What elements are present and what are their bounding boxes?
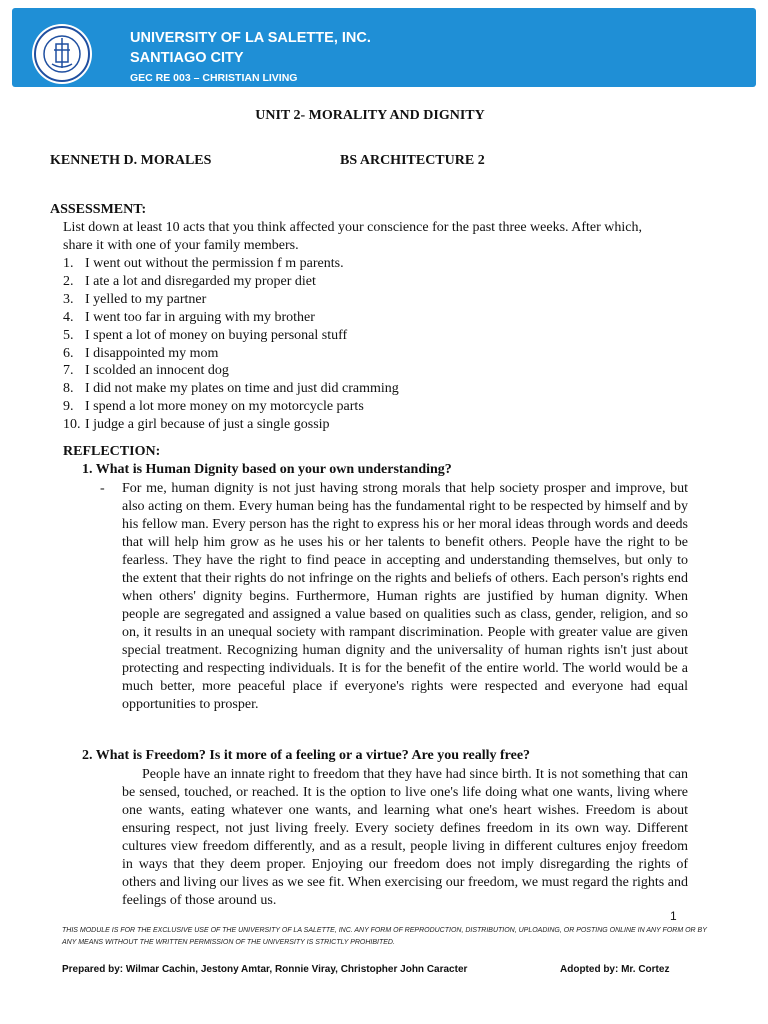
list-item: 2. I ate a lot and disregarded my proper diet [63,273,316,289]
assessment-heading: ASSESSMENT: [50,202,147,217]
list-item: 7. I scolded an innocent dog [63,363,229,379]
page-number: 1 [670,909,677,923]
list-item: 5. I spent a lot of money on buying personal stuff [63,327,348,343]
student-program: BS ARCHITECTURE 2 [340,153,485,168]
header-bar [12,8,756,87]
question-2: 2. What is Freedom? Is it more of a feeling or a virtue? Are you really free? [82,748,531,763]
answer-2: People have an innate right to freedom that they have had since birth. It is not something that can be sensed, touched, or reached. It is the option to live one's life doing what one wants, living where one wants, eating whatever one wants, and learning what one's heart wishes. Freedom is about ensuring respect, not just living freely. Every society defines freedom in its own way. Different cultures view freedom differently, and as a result, people living in different cultures enjoy freedom in ways that they deem proper. Enjoying our freedom does not imply disregarding the rights of others and living our lives as we see fit. When exercising our freedom, we must regard the rights and feelings of those around us. [122,767,688,908]
list-item: 3. I yelled to my partner [63,291,207,307]
answer-1: For me, human dignity is not just having strong morals that help society prosper and improve, but also acting on them. Every human being has the fundamental right to be respected by himself and by his fellow man. Every person has the right to express his or her moral ideas through words and deeds that will help him grow as he uses his or her talents to benefit others. People have the right to be fearless. They have the right to find peace in accepting and understanding themselves, but only to the extent that their rights do not infringe on the rights and beliefs of others. Each person's rights end when others' dignity begins. Furthermore, Human rights are justified by human dignity. When people are segregated and assigned a value based on qualities such as class, gender, religion, and so on, it results in an unequal society with rampant discrimination. People with greater value are given special treatment. Recognizing human dignity and the universality of human rights isn't just about protecting and respecting individuals. It is for the benefit of the entire world. The world would be a much better, more peaceful place if everyone's rights were respected and everyone had equal opportunities to prosper. [122,481,688,712]
university-seal-icon [30,22,94,86]
reflection-heading: REFLECTION: [63,444,161,459]
list-item: 8. I did not make my plates on time and just did cramming [63,381,399,397]
answer-bullet: - [100,481,105,496]
university-name: UNIVERSITY OF LA SALETTE, INC. [130,30,371,46]
prepared-by: Prepared by: Wilmar Cachin, Jestony Amtar, Ronnie Viray, Christopher John Caracter [62,964,468,975]
university-city: SANTIAGO CITY [130,50,244,66]
student-name: KENNETH D. MORALES [50,153,212,168]
course-title: GEC RE 003 – CHRISTIAN LIVING [130,72,298,84]
assessment-instruction: List down at least 10 acts that you think affected your conscience for the past three weeks. After which, share it with one of your family members. [63,220,642,253]
question-1: 1. What is Human Dignity based on your own understanding? [82,462,452,477]
list-item: 1. I went out without the permission f m parents. [63,256,344,271]
unit-title: UNIT 2- MORALITY AND DIGNITY [255,108,485,123]
acts-list [63,255,399,434]
list-item: 4. I went too far in arguing with my brother [63,309,315,325]
copyright-disclaimer: THIS MODULE IS FOR THE EXCLUSIVE USE OF THE UNIVERSITY OF LA SALETTE, INC. ANY FORM OF REPRODUCTION, DISTRIBUTION, UPLOADING, OR POSTING ONLINE IN ANY FORM OR BY ANY MEANS WITHOUT THE WRITTEN PERMISSION OF THE UNIVERSITY IS STRICTLY PROHIBITED. [62,927,707,946]
list-item: 6. I disappointed my mom [63,345,219,361]
list-item: 10. I judge a girl because of just a single gossip [63,417,330,433]
adopted-by: Adopted by: Mr. Cortez [560,964,670,975]
list-item: 9. I spend a lot more money on my motorcycle parts [63,399,364,415]
